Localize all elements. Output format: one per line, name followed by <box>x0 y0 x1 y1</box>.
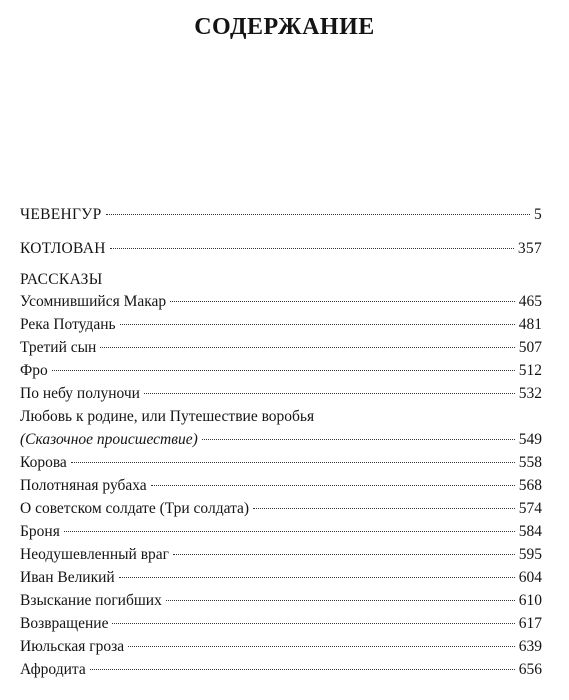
dot-leader <box>128 646 515 647</box>
toc-entry-title: КОТЛОВАН <box>20 240 106 257</box>
toc-entry-page: 558 <box>518 454 542 471</box>
toc-entry[interactable] <box>20 204 542 226</box>
toc-entry-page: 481 <box>518 316 542 333</box>
toc-entry[interactable] <box>20 498 542 520</box>
toc-entry-title: Полотняная рубаха <box>20 477 147 494</box>
page-title: СОДЕРЖАНИЕ <box>194 14 375 40</box>
dot-leader <box>112 623 514 624</box>
toc-entry-title: Усомнившийся Макар <box>20 293 167 310</box>
toc-entry-title-line1[interactable]: Любовь к родине, или Путешествие воробья <box>20 408 315 425</box>
toc-entry-page: 604 <box>518 569 542 586</box>
toc-entry[interactable] <box>20 337 542 359</box>
dot-leader <box>106 214 530 215</box>
dot-leader <box>202 439 515 440</box>
toc-entry-title: Возвращение <box>20 615 109 632</box>
dot-leader <box>173 554 515 555</box>
toc-entry[interactable] <box>20 238 542 260</box>
toc-entry[interactable] <box>20 590 542 612</box>
toc-entry-page: 574 <box>518 500 542 517</box>
toc-entry[interactable] <box>20 521 542 543</box>
toc-entry-title: Фро <box>20 362 48 379</box>
toc-entry-title: Река Потудань <box>20 316 116 333</box>
toc-entry-title: Неодушевленный враг <box>20 546 170 563</box>
toc-entry-title: Афродита <box>20 661 86 678</box>
toc-entry-title: ЧЕВЕНГУР <box>20 206 102 223</box>
toc-entry-title: Броня <box>20 523 60 540</box>
toc-entry[interactable] <box>20 429 542 451</box>
toc-entry-title: Июльская гроза <box>20 638 125 655</box>
dot-leader <box>120 324 515 325</box>
toc-entry[interactable] <box>20 544 542 566</box>
dot-leader <box>151 485 515 486</box>
section-heading: РАССКАЗЫ <box>20 271 103 288</box>
toc-entry[interactable] <box>20 475 542 497</box>
toc-entry-title: По небу полуночи <box>20 385 140 402</box>
dot-leader <box>52 370 515 371</box>
toc-entry[interactable] <box>20 314 542 336</box>
dot-leader <box>100 347 514 348</box>
toc-entry[interactable] <box>20 613 542 635</box>
dot-leader <box>119 577 515 578</box>
toc-entry-page: 357 <box>517 240 542 257</box>
toc-entry-page: 549 <box>518 431 542 448</box>
toc-entry[interactable] <box>20 360 542 382</box>
toc-entry-page: 5 <box>533 206 542 223</box>
toc-entry-title: Иван Великий <box>20 569 115 586</box>
toc-entry-page: 532 <box>518 385 542 402</box>
toc-entry-title: О советском солдате (Три солдата) <box>20 500 250 517</box>
toc-entry[interactable] <box>20 452 542 474</box>
toc-entry-page: 617 <box>518 615 542 632</box>
toc-entry-page: 512 <box>518 362 542 379</box>
toc-entry-page: 584 <box>518 523 542 540</box>
dot-leader <box>170 301 515 302</box>
toc-entry[interactable] <box>20 291 542 313</box>
toc-entry-title: Третий сын <box>20 339 97 356</box>
toc-entry-subtitle: (Сказочное происшествие) <box>20 431 198 448</box>
dot-leader <box>166 600 515 601</box>
toc-entry[interactable] <box>20 636 542 658</box>
dot-leader <box>64 531 515 532</box>
dot-leader <box>71 462 515 463</box>
toc-entry-title: Взыскание погибших <box>20 592 162 609</box>
toc-entry[interactable] <box>20 659 542 681</box>
toc-entry-page: 610 <box>518 592 542 609</box>
dot-leader <box>110 248 514 249</box>
toc-entry-page: 507 <box>518 339 542 356</box>
toc-entry-page: 595 <box>518 546 542 563</box>
toc-entry[interactable] <box>20 383 542 405</box>
toc-entry-title: Корова <box>20 454 67 471</box>
dot-leader <box>253 508 515 509</box>
toc-entry[interactable] <box>20 567 542 589</box>
toc-entry-page: 568 <box>518 477 542 494</box>
toc-entry-page: 639 <box>518 638 542 655</box>
dot-leader <box>90 669 515 670</box>
toc-entry-page: 656 <box>518 661 542 678</box>
dot-leader <box>144 393 515 394</box>
toc-entry-page: 465 <box>518 293 542 310</box>
